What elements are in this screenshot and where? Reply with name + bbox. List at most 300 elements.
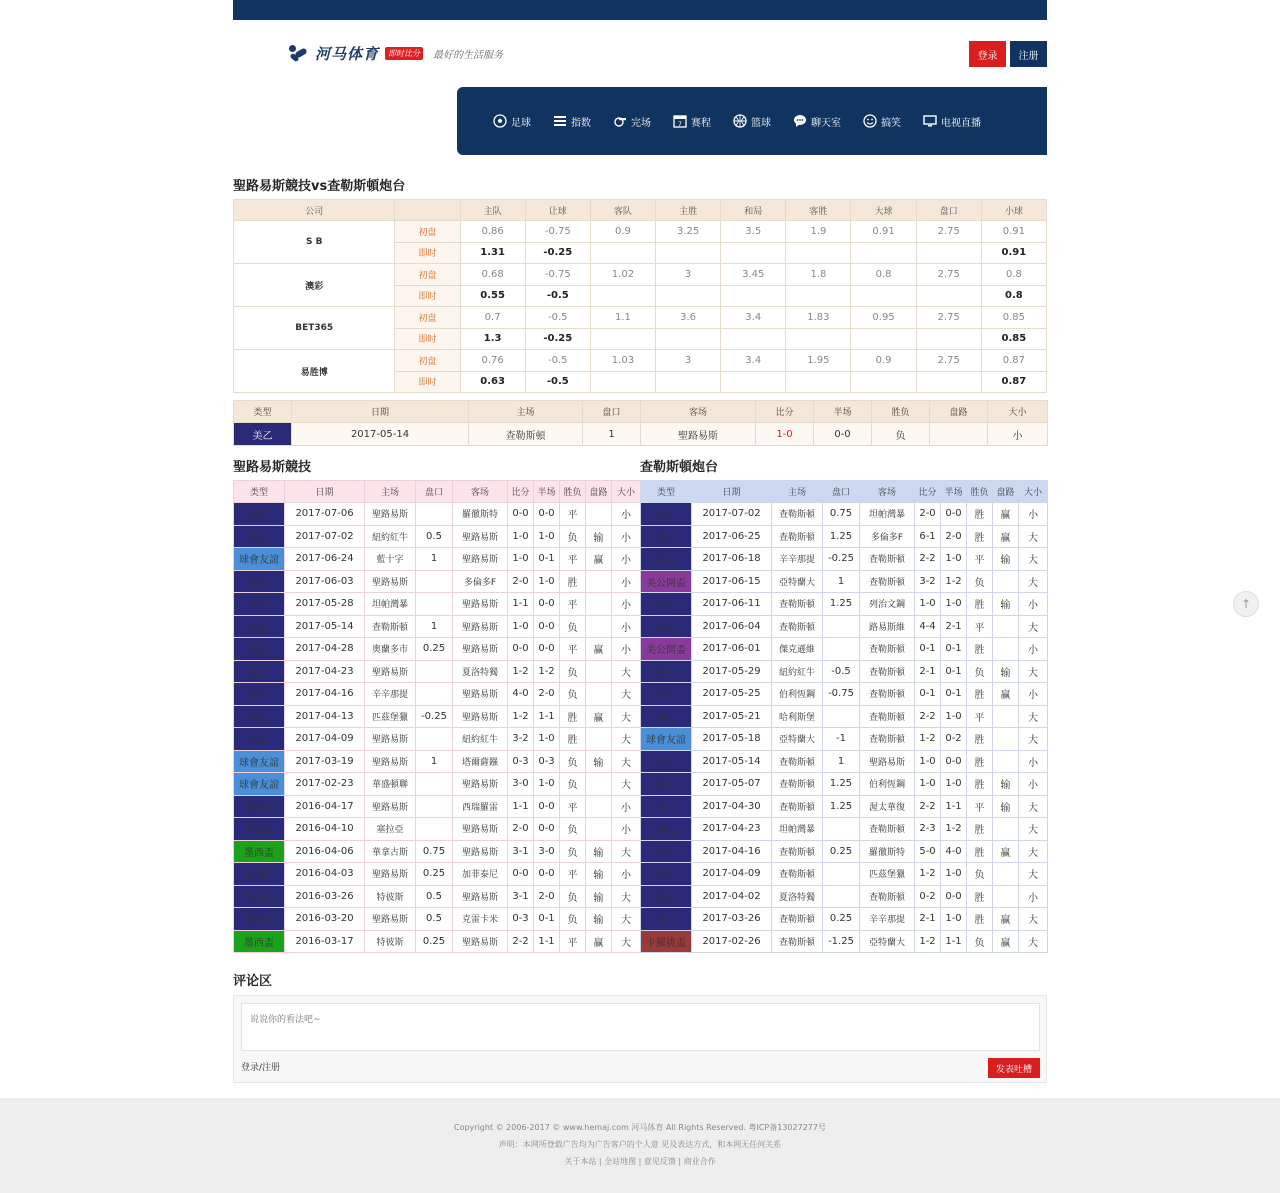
odds-cell: 0.8 <box>981 285 1046 307</box>
info-cell: 负 <box>872 423 930 446</box>
info-cell: 0-0 <box>814 423 872 446</box>
history-cell: 胜 <box>560 728 586 751</box>
history-cell <box>416 795 453 818</box>
history-cell[interactable]: 查勒斯頓 <box>860 548 915 571</box>
history-cell[interactable]: 聖路易斯 <box>365 570 416 593</box>
history-cell[interactable]: 匹茲堡獵 <box>860 863 915 886</box>
odds-cell: 2.75 <box>916 350 981 372</box>
league-badge: 卡羅挑盃 <box>641 930 692 953</box>
history-cell: 平 <box>967 795 993 818</box>
login-button[interactable]: 登录 <box>969 41 1006 67</box>
odds-cell: 3 <box>656 264 721 286</box>
history-cell[interactable]: 渥太華復 <box>860 795 915 818</box>
nav-item-5[interactable] <box>793 114 841 129</box>
odds-cell: 1.83 <box>786 307 851 329</box>
history-cell[interactable]: 藍十字 <box>365 548 416 571</box>
history-cell: 平 <box>967 615 993 638</box>
history-cell[interactable]: 匹茲堡獵 <box>365 705 416 728</box>
history-header-cell: 日期 <box>285 481 365 503</box>
history-cell: 2-1 <box>915 908 941 931</box>
history-cell[interactable]: 聖路易斯 <box>365 728 416 751</box>
history-cell: 胜 <box>560 570 586 593</box>
nav-item-6[interactable] <box>863 114 901 129</box>
league-badge: 美乙 <box>641 818 692 841</box>
odds-cell: 0.8 <box>981 264 1046 286</box>
league-badge: 美乙 <box>234 728 285 751</box>
odds-cell <box>656 285 721 307</box>
comment-login-link[interactable]: 登录/注册 <box>241 1063 281 1073</box>
history-cell: 输 <box>993 773 1019 796</box>
history-cell: 2-0 <box>534 885 560 908</box>
history-cell[interactable]: 伯利恆鋼 <box>772 683 823 706</box>
history-cell: 小 <box>1019 750 1048 773</box>
history-cell: 赢 <box>993 840 1019 863</box>
info-header-cell: 半场 <box>814 401 872 423</box>
league-badge: 球會友誼 <box>641 728 692 751</box>
history-cell[interactable]: 查勒斯頓 <box>772 525 823 548</box>
history-cell: 大 <box>612 773 641 796</box>
history-cell: 小 <box>612 615 641 638</box>
history-row <box>234 525 641 548</box>
history-cell: 2017-04-16 <box>692 840 772 863</box>
history-row <box>234 840 641 863</box>
history-cell: 小 <box>612 593 641 616</box>
history-cell <box>416 503 453 526</box>
history-cell: 0-0 <box>941 750 967 773</box>
history-cell: 0-1 <box>941 660 967 683</box>
history-cell: -1.25 <box>823 930 860 953</box>
history-row <box>641 593 1048 616</box>
history-cell[interactable]: 聖路易斯 <box>453 525 508 548</box>
history-cell[interactable]: 華盛頓聯 <box>365 773 416 796</box>
history-cell[interactable]: 聖路易斯 <box>365 503 416 526</box>
history-cell: 小 <box>1019 638 1048 661</box>
comment-input[interactable] <box>241 1003 1040 1051</box>
info-header-row <box>234 401 1048 423</box>
history-cell[interactable]: 坦帕灣暴 <box>860 503 915 526</box>
history-cell[interactable]: 列治文鋼 <box>860 593 915 616</box>
league-badge: 美乙 <box>234 638 285 661</box>
history-cell[interactable]: 紐約紅牛 <box>772 660 823 683</box>
info-cell: 2017-05-14 <box>292 423 469 446</box>
history-cell: 6-1 <box>915 525 941 548</box>
history-row <box>641 750 1048 773</box>
history-cell: -0.25 <box>823 548 860 571</box>
history-cell[interactable]: 夏洛特獨 <box>453 660 508 683</box>
history-cell[interactable]: 伯利恆鋼 <box>860 773 915 796</box>
history-cell: 4-0 <box>941 840 967 863</box>
info-header-cell: 客场 <box>641 401 756 423</box>
odds-cell <box>851 328 916 350</box>
info-cell: 小 <box>988 423 1048 446</box>
history-cell: 1-2 <box>508 705 534 728</box>
info-cell: 1 <box>583 423 641 446</box>
history-cell[interactable]: 哈利斯堡 <box>772 705 823 728</box>
history-cell[interactable]: 聖路易斯 <box>453 705 508 728</box>
history-cell: 2017-06-24 <box>285 548 365 571</box>
odds-cell: 3.45 <box>721 264 786 286</box>
league-badge: 美乙 <box>641 525 692 548</box>
history-cell: 小 <box>1019 773 1048 796</box>
history-cell: 0-0 <box>534 863 560 886</box>
history-cell: 平 <box>967 548 993 571</box>
history-cell <box>823 818 860 841</box>
league-badge: 美公開盃 <box>641 638 692 661</box>
history-cell: 2017-07-06 <box>285 503 365 526</box>
history-cell[interactable]: 查勒斯頓 <box>772 908 823 931</box>
history-cell: 胜 <box>967 503 993 526</box>
history-cell <box>993 705 1019 728</box>
history-cell: 2017-05-14 <box>285 615 365 638</box>
history-cell <box>993 750 1019 773</box>
history-cell: 负 <box>560 525 586 548</box>
nav-item-label: 指数 <box>571 117 591 129</box>
odds-cell <box>590 285 655 307</box>
history-header-cell: 盘路 <box>586 481 612 503</box>
history-cell[interactable]: 查勒斯頓 <box>365 615 416 638</box>
history-cell[interactable]: 塞拉亞 <box>365 818 416 841</box>
history-cell: 大 <box>1019 840 1048 863</box>
nav-item-0[interactable] <box>493 114 531 129</box>
history-cell: 负 <box>967 930 993 953</box>
history-cell: 0-0 <box>508 863 534 886</box>
history-cell[interactable]: 亞特蘭大 <box>860 930 915 953</box>
history-header-cell: 大小 <box>1019 481 1048 503</box>
history-cell: 大 <box>1019 795 1048 818</box>
history-cell: 小 <box>612 570 641 593</box>
odds-cell: 3 <box>656 350 721 372</box>
odds-cell: 1.03 <box>590 350 655 372</box>
nav-item-1[interactable] <box>553 114 591 129</box>
odds-cell: 0.85 <box>981 307 1046 329</box>
odds-cell: 0.63 <box>460 371 525 393</box>
history-cell: 2017-04-30 <box>692 795 772 818</box>
history-cell[interactable]: 聖路易斯 <box>453 840 508 863</box>
history-cell: 1 <box>416 548 453 571</box>
history-cell: 输 <box>586 863 612 886</box>
history-cell[interactable]: 聖路易斯 <box>453 773 508 796</box>
nav-item-label: 聊天室 <box>811 117 841 129</box>
history-cell[interactable]: 查勒斯頓 <box>772 773 823 796</box>
history-cell: 1 <box>416 750 453 773</box>
history-cell: 2017-04-16 <box>285 683 365 706</box>
history-cell[interactable]: 查勒斯頓 <box>772 593 823 616</box>
nav-item-7[interactable] <box>923 114 981 129</box>
history-cell: 1 <box>823 750 860 773</box>
initial-label: 初盘 <box>395 307 460 329</box>
history-cell: 2016-04-03 <box>285 863 365 886</box>
company-name: 易胜博 <box>234 350 395 393</box>
history-cell: 0.25 <box>823 908 860 931</box>
history-cell: 0-1 <box>915 683 941 706</box>
match-title: 聖路易斯競技vs查勒斯頓炮台 <box>233 179 406 194</box>
logo-badge: 即时比分 <box>385 47 423 60</box>
history-cell: 2017-03-26 <box>692 908 772 931</box>
history-cell[interactable]: 羅徹斯特 <box>860 840 915 863</box>
history-cell[interactable]: 紐約紅牛 <box>365 525 416 548</box>
history-cell[interactable]: 查勒斯頓 <box>860 818 915 841</box>
history-cell: 输 <box>993 548 1019 571</box>
odds-cell: 1.9 <box>786 221 851 243</box>
history-cell: 大 <box>1019 548 1048 571</box>
history-cell: 负 <box>560 818 586 841</box>
league-badge: 美乙 <box>641 705 692 728</box>
odds-cell <box>786 371 851 393</box>
history-cell: 负 <box>967 570 993 593</box>
history-cell: 0.5 <box>416 525 453 548</box>
history-cell[interactable]: 加菲泰尼 <box>453 863 508 886</box>
comments-title: 评论区 <box>233 974 273 989</box>
history-cell: 2017-02-26 <box>692 930 772 953</box>
history-cell: 赢 <box>993 930 1019 953</box>
history-cell: 2-1 <box>941 615 967 638</box>
history-cell: 2016-04-06 <box>285 840 365 863</box>
history-cell: 负 <box>560 908 586 931</box>
history-cell[interactable]: 查勒斯頓 <box>860 885 915 908</box>
history-cell[interactable]: 聖路易斯 <box>453 683 508 706</box>
history-cell[interactable]: 查勒斯頓 <box>772 863 823 886</box>
history-cell[interactable]: 查勒斯頓 <box>772 750 823 773</box>
history-cell: 2-0 <box>534 683 560 706</box>
chat-icon <box>793 114 807 128</box>
history-cell[interactable]: 奧蘭多市 <box>365 638 416 661</box>
history-cell: 胜 <box>967 683 993 706</box>
odds-cell <box>721 328 786 350</box>
history-cell: 2-1 <box>915 660 941 683</box>
history-cell[interactable]: 查勒斯頓 <box>860 660 915 683</box>
history-row <box>641 525 1048 548</box>
history-cell[interactable]: 聖路易斯 <box>365 908 416 931</box>
history-cell[interactable]: 坦帕灣暴 <box>772 818 823 841</box>
right-team-history-table <box>640 480 1048 953</box>
info-header-cell: 胜负 <box>872 401 930 423</box>
odds-header-cell: 和局 <box>721 200 786 221</box>
history-cell: 赢 <box>586 930 612 953</box>
info-cell: 查勒斯頓 <box>469 423 583 446</box>
history-cell[interactable]: 查勒斯頓 <box>772 503 823 526</box>
history-cell: 1-0 <box>941 548 967 571</box>
history-cell[interactable]: 查勒斯頓 <box>860 570 915 593</box>
history-cell[interactable]: 塔爾薩鏹 <box>453 750 508 773</box>
history-cell: 胜 <box>967 908 993 931</box>
history-cell: 赢 <box>993 503 1019 526</box>
history-cell[interactable]: 聖路易斯 <box>453 638 508 661</box>
info-cell: 聖路易斯 <box>641 423 756 446</box>
odds-cell: 3.6 <box>656 307 721 329</box>
history-cell[interactable]: 聖路易斯 <box>453 818 508 841</box>
history-header-cell: 客场 <box>860 481 915 503</box>
history-row <box>641 840 1048 863</box>
history-cell[interactable]: 特彼斯 <box>365 930 416 953</box>
history-cell[interactable]: 查勒斯頓 <box>772 795 823 818</box>
history-cell[interactable]: 華拿古斯 <box>365 840 416 863</box>
odds-cell <box>721 285 786 307</box>
odds-cell: 1.3 <box>460 328 525 350</box>
history-cell: 胜 <box>967 750 993 773</box>
history-cell: 赢 <box>993 525 1019 548</box>
history-cell: 小 <box>612 818 641 841</box>
history-row <box>641 728 1048 751</box>
history-cell: 1-0 <box>508 548 534 571</box>
history-cell <box>416 570 453 593</box>
company-name: 澳彩 <box>234 264 395 307</box>
history-row <box>234 885 641 908</box>
history-cell: 0-0 <box>508 638 534 661</box>
history-cell: 小 <box>612 503 641 526</box>
odds-header-cell: 大球 <box>851 200 916 221</box>
history-cell[interactable]: 查勒斯頓 <box>772 930 823 953</box>
odds-cell: 0.87 <box>981 350 1046 372</box>
history-cell[interactable]: 多倫多F <box>453 570 508 593</box>
history-row <box>234 930 641 953</box>
history-row <box>641 930 1048 953</box>
history-row <box>641 863 1048 886</box>
league-badge: 美乙 <box>641 795 692 818</box>
history-cell[interactable]: 聖路易斯 <box>365 750 416 773</box>
register-button[interactable]: 注册 <box>1010 41 1047 67</box>
footer-disclaimer: 声明：本网所登载广告均为广告客户的个人意 见及表达方式，和本网无任何关系 <box>498 1140 782 1149</box>
history-cell[interactable]: 多倫多F <box>860 525 915 548</box>
info-header-cell: 日期 <box>292 401 469 423</box>
history-header-row <box>234 481 641 503</box>
history-cell[interactable]: 辛辛那提 <box>365 683 416 706</box>
history-cell[interactable]: 路易斯維 <box>860 615 915 638</box>
history-cell: 输 <box>586 525 612 548</box>
history-cell: 2017-06-15 <box>692 570 772 593</box>
odds-cell: 0.8 <box>851 264 916 286</box>
odds-header-cell: 客队 <box>590 200 655 221</box>
history-cell[interactable]: 查勒斯頓 <box>772 615 823 638</box>
history-row <box>641 885 1048 908</box>
history-cell: 1-1 <box>508 593 534 616</box>
history-cell <box>993 863 1019 886</box>
history-cell: 1.25 <box>823 525 860 548</box>
odds-cell: -0.25 <box>525 328 590 350</box>
comment-submit-button[interactable]: 发表吐槽 <box>988 1058 1040 1078</box>
history-cell: 小 <box>612 525 641 548</box>
history-row <box>234 750 641 773</box>
history-cell[interactable]: 紐約紅牛 <box>453 728 508 751</box>
history-row <box>641 795 1048 818</box>
odds-cell: 0.91 <box>981 242 1046 264</box>
history-cell[interactable]: 坦帕灣暴 <box>365 593 416 616</box>
nav-item-4[interactable] <box>733 114 771 129</box>
history-cell: 2017-05-18 <box>692 728 772 751</box>
odds-cell <box>590 371 655 393</box>
history-cell[interactable]: 聖路易斯 <box>453 548 508 571</box>
initial-label: 初盘 <box>395 221 460 243</box>
odds-cell: 3.5 <box>721 221 786 243</box>
history-cell[interactable]: 聖路易斯 <box>365 863 416 886</box>
league-badge: 美乙 <box>234 615 285 638</box>
history-cell: 0-0 <box>508 503 534 526</box>
history-cell[interactable]: 聖路易斯 <box>453 885 508 908</box>
history-cell: 2017-05-25 <box>692 683 772 706</box>
history-cell: 大 <box>612 728 641 751</box>
history-cell[interactable]: 聖路易斯 <box>453 593 508 616</box>
history-cell <box>586 795 612 818</box>
history-cell: 平 <box>967 705 993 728</box>
history-cell[interactable]: 辛辛那提 <box>860 908 915 931</box>
history-cell: 平 <box>560 503 586 526</box>
odds-cell <box>916 328 981 350</box>
history-cell: 1-1 <box>941 930 967 953</box>
history-cell: 4-0 <box>508 683 534 706</box>
history-cell: 胜 <box>967 638 993 661</box>
history-cell[interactable]: 聖路易斯 <box>860 750 915 773</box>
league-badge: 墨西乙 <box>234 818 285 841</box>
history-cell: 2016-03-26 <box>285 885 365 908</box>
history-cell[interactable]: 亞特蘭大 <box>772 570 823 593</box>
history-cell[interactable]: 辛辛那提 <box>772 548 823 571</box>
footer-links[interactable]: 关于本站 | 全站地图 | 意见反馈 | 商业合作 <box>564 1157 716 1166</box>
history-cell: 2-2 <box>508 930 534 953</box>
history-cell: 负 <box>560 885 586 908</box>
history-cell <box>823 705 860 728</box>
history-cell[interactable]: 聖路易斯 <box>365 795 416 818</box>
history-cell[interactable]: 查勒斯頓 <box>860 705 915 728</box>
history-header-cell: 类型 <box>234 481 285 503</box>
history-header-row <box>641 481 1048 503</box>
history-cell: 小 <box>1019 683 1048 706</box>
history-cell: 赢 <box>586 548 612 571</box>
history-cell: 大 <box>1019 570 1048 593</box>
history-cell[interactable]: 羅徹斯特 <box>453 503 508 526</box>
slogan: 最好的生活服务 <box>433 50 503 61</box>
history-cell: 大 <box>1019 863 1048 886</box>
calendar-icon <box>673 114 687 128</box>
odds-cell: 3.25 <box>656 221 721 243</box>
league-badge: 美乙 <box>641 615 692 638</box>
history-cell[interactable]: 查勒斯頓 <box>860 728 915 751</box>
history-cell: 1-0 <box>508 615 534 638</box>
history-cell[interactable]: 克雷卡米 <box>453 908 508 931</box>
live-label: 即时 <box>395 242 460 264</box>
history-cell[interactable]: 特彼斯 <box>365 885 416 908</box>
history-cell[interactable]: 西瑞羅雷 <box>453 795 508 818</box>
odds-cell <box>590 242 655 264</box>
history-cell[interactable]: 聖路易斯 <box>453 930 508 953</box>
history-cell: 2017-06-01 <box>692 638 772 661</box>
history-cell[interactable]: 查勒斯頓 <box>772 840 823 863</box>
history-cell: 小 <box>1019 503 1048 526</box>
history-header-cell: 日期 <box>692 481 772 503</box>
history-cell[interactable]: 聖路易斯 <box>365 660 416 683</box>
history-cell <box>993 885 1019 908</box>
league-badge: 美乙 <box>641 503 692 526</box>
history-cell: 2017-07-02 <box>285 525 365 548</box>
history-cell[interactable]: 亞特蘭大 <box>772 728 823 751</box>
nav-item-2[interactable] <box>613 114 651 129</box>
history-cell: 小 <box>612 795 641 818</box>
nav-item-3[interactable] <box>673 114 711 129</box>
history-cell[interactable]: 傑克遜維 <box>772 638 823 661</box>
history-cell[interactable]: 查勒斯頓 <box>860 638 915 661</box>
history-row <box>234 728 641 751</box>
site-logo[interactable] <box>287 38 423 68</box>
history-row <box>641 683 1048 706</box>
history-cell[interactable]: 夏洛特獨 <box>772 885 823 908</box>
history-header-cell: 客场 <box>453 481 508 503</box>
back-to-top-button[interactable]: ↑ <box>1233 591 1259 617</box>
history-cell[interactable]: 查勒斯頓 <box>860 683 915 706</box>
history-cell[interactable]: 聖路易斯 <box>453 615 508 638</box>
history-cell: 胜 <box>967 840 993 863</box>
odds-cell: 3.4 <box>721 350 786 372</box>
history-cell: 0-1 <box>534 548 560 571</box>
odds-cell: 0.76 <box>460 350 525 372</box>
history-cell: 胜 <box>967 593 993 616</box>
